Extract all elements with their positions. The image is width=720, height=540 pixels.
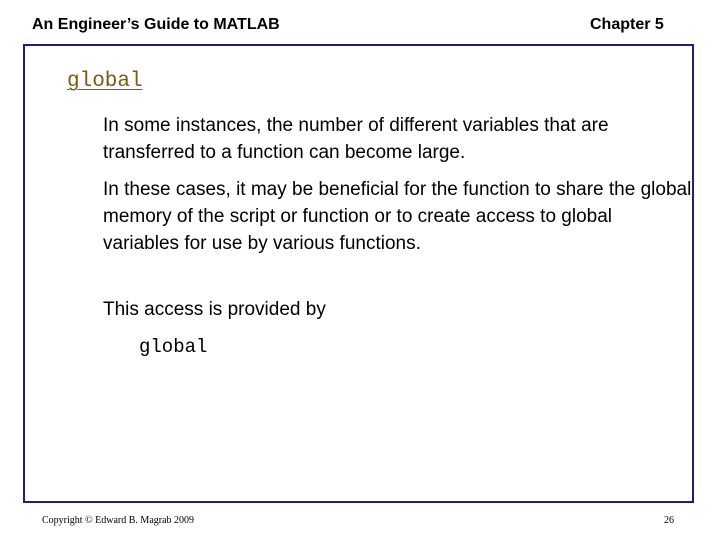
page-number: 26	[664, 515, 674, 526]
book-title: An Engineer’s Guide to MATLAB	[32, 16, 280, 33]
chapter-label: Chapter 5	[590, 16, 664, 33]
copyright-notice: Copyright © Edward B. Magrab 2009	[42, 515, 195, 526]
slide-title: global	[67, 70, 143, 93]
paragraph-1: In some instances, the number of different variables that are transferred to a function can become large.	[103, 115, 609, 163]
paragraph-2: In these cases, it may be beneficial for the function to share the global memory of the script or function or to create access to global variables for use by various functions.	[103, 179, 692, 254]
paragraph-3: This access is provided by	[103, 299, 326, 320]
code-keyword: global	[139, 336, 208, 358]
